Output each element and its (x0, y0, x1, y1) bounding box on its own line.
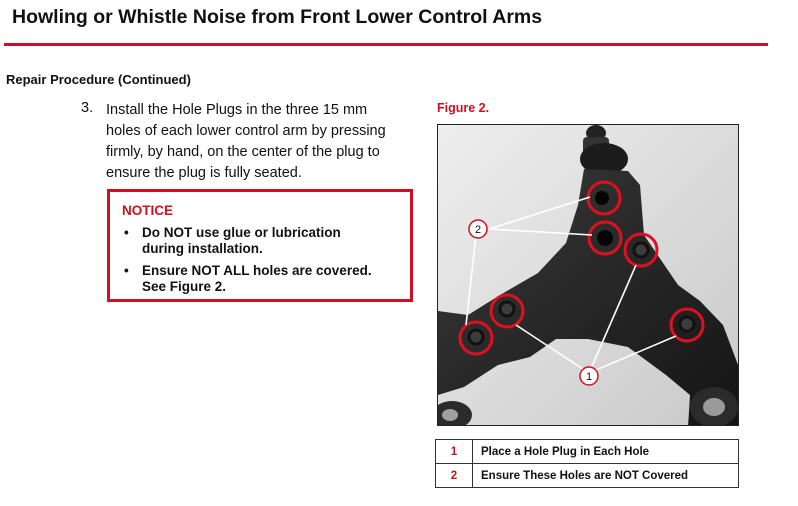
legend-description: Place a Hole Plug in Each Hole (473, 440, 739, 464)
figure-label: Figure 2. (437, 101, 490, 115)
control-arm-photo (437, 124, 739, 426)
legend-number: 2 (436, 464, 473, 488)
notice-item (122, 225, 407, 257)
step-line: Install the Hole Plugs in the three 15 mm (106, 102, 368, 118)
hole-plug (469, 330, 483, 344)
rear-bushing-bore (703, 398, 725, 416)
notice-line: See Figure 2. (142, 279, 227, 294)
notice-line: Ensure NOT ALL holes are covered. (142, 263, 372, 278)
page-title: Howling or Whistle Noise from Front Lower Control Arms (12, 6, 543, 28)
callout-2-label: 2 (474, 224, 482, 236)
notice-title: NOTICE (122, 203, 174, 218)
section-heading: Repair Procedure (Continued) (6, 72, 191, 87)
title-divider (4, 43, 768, 46)
notice-box (107, 189, 413, 302)
legend-number: 1 (436, 440, 473, 464)
step-line: holes of each lower control arm by pressing (106, 123, 386, 139)
notice-list (122, 225, 407, 301)
figure-legend-table (435, 439, 739, 488)
step-instructions (106, 100, 426, 184)
control-arm-illustration (438, 125, 739, 426)
step-line: ensure the plug is fully seated. (106, 165, 302, 181)
legend-description: Ensure These Holes are NOT Covered (473, 464, 739, 488)
hole-plug (680, 317, 694, 331)
callout-1-label: 1 (585, 371, 593, 383)
notice-item (122, 263, 407, 295)
table-row (436, 464, 739, 488)
front-bushing-bore (442, 409, 458, 421)
notice-line: during installation. (142, 241, 263, 256)
step-line: firmly, by hand, on the center of the plug to (106, 144, 380, 160)
notice-line: Do NOT use glue or lubrication (142, 225, 341, 240)
arm-hole (597, 230, 613, 246)
hole-plug (500, 302, 514, 316)
bullet-icon: • (124, 225, 129, 240)
arm-hole (595, 191, 609, 205)
bullet-icon: • (124, 263, 129, 278)
table-row (436, 440, 739, 464)
hole-plug (634, 243, 648, 257)
step-number: 3. (81, 100, 94, 116)
